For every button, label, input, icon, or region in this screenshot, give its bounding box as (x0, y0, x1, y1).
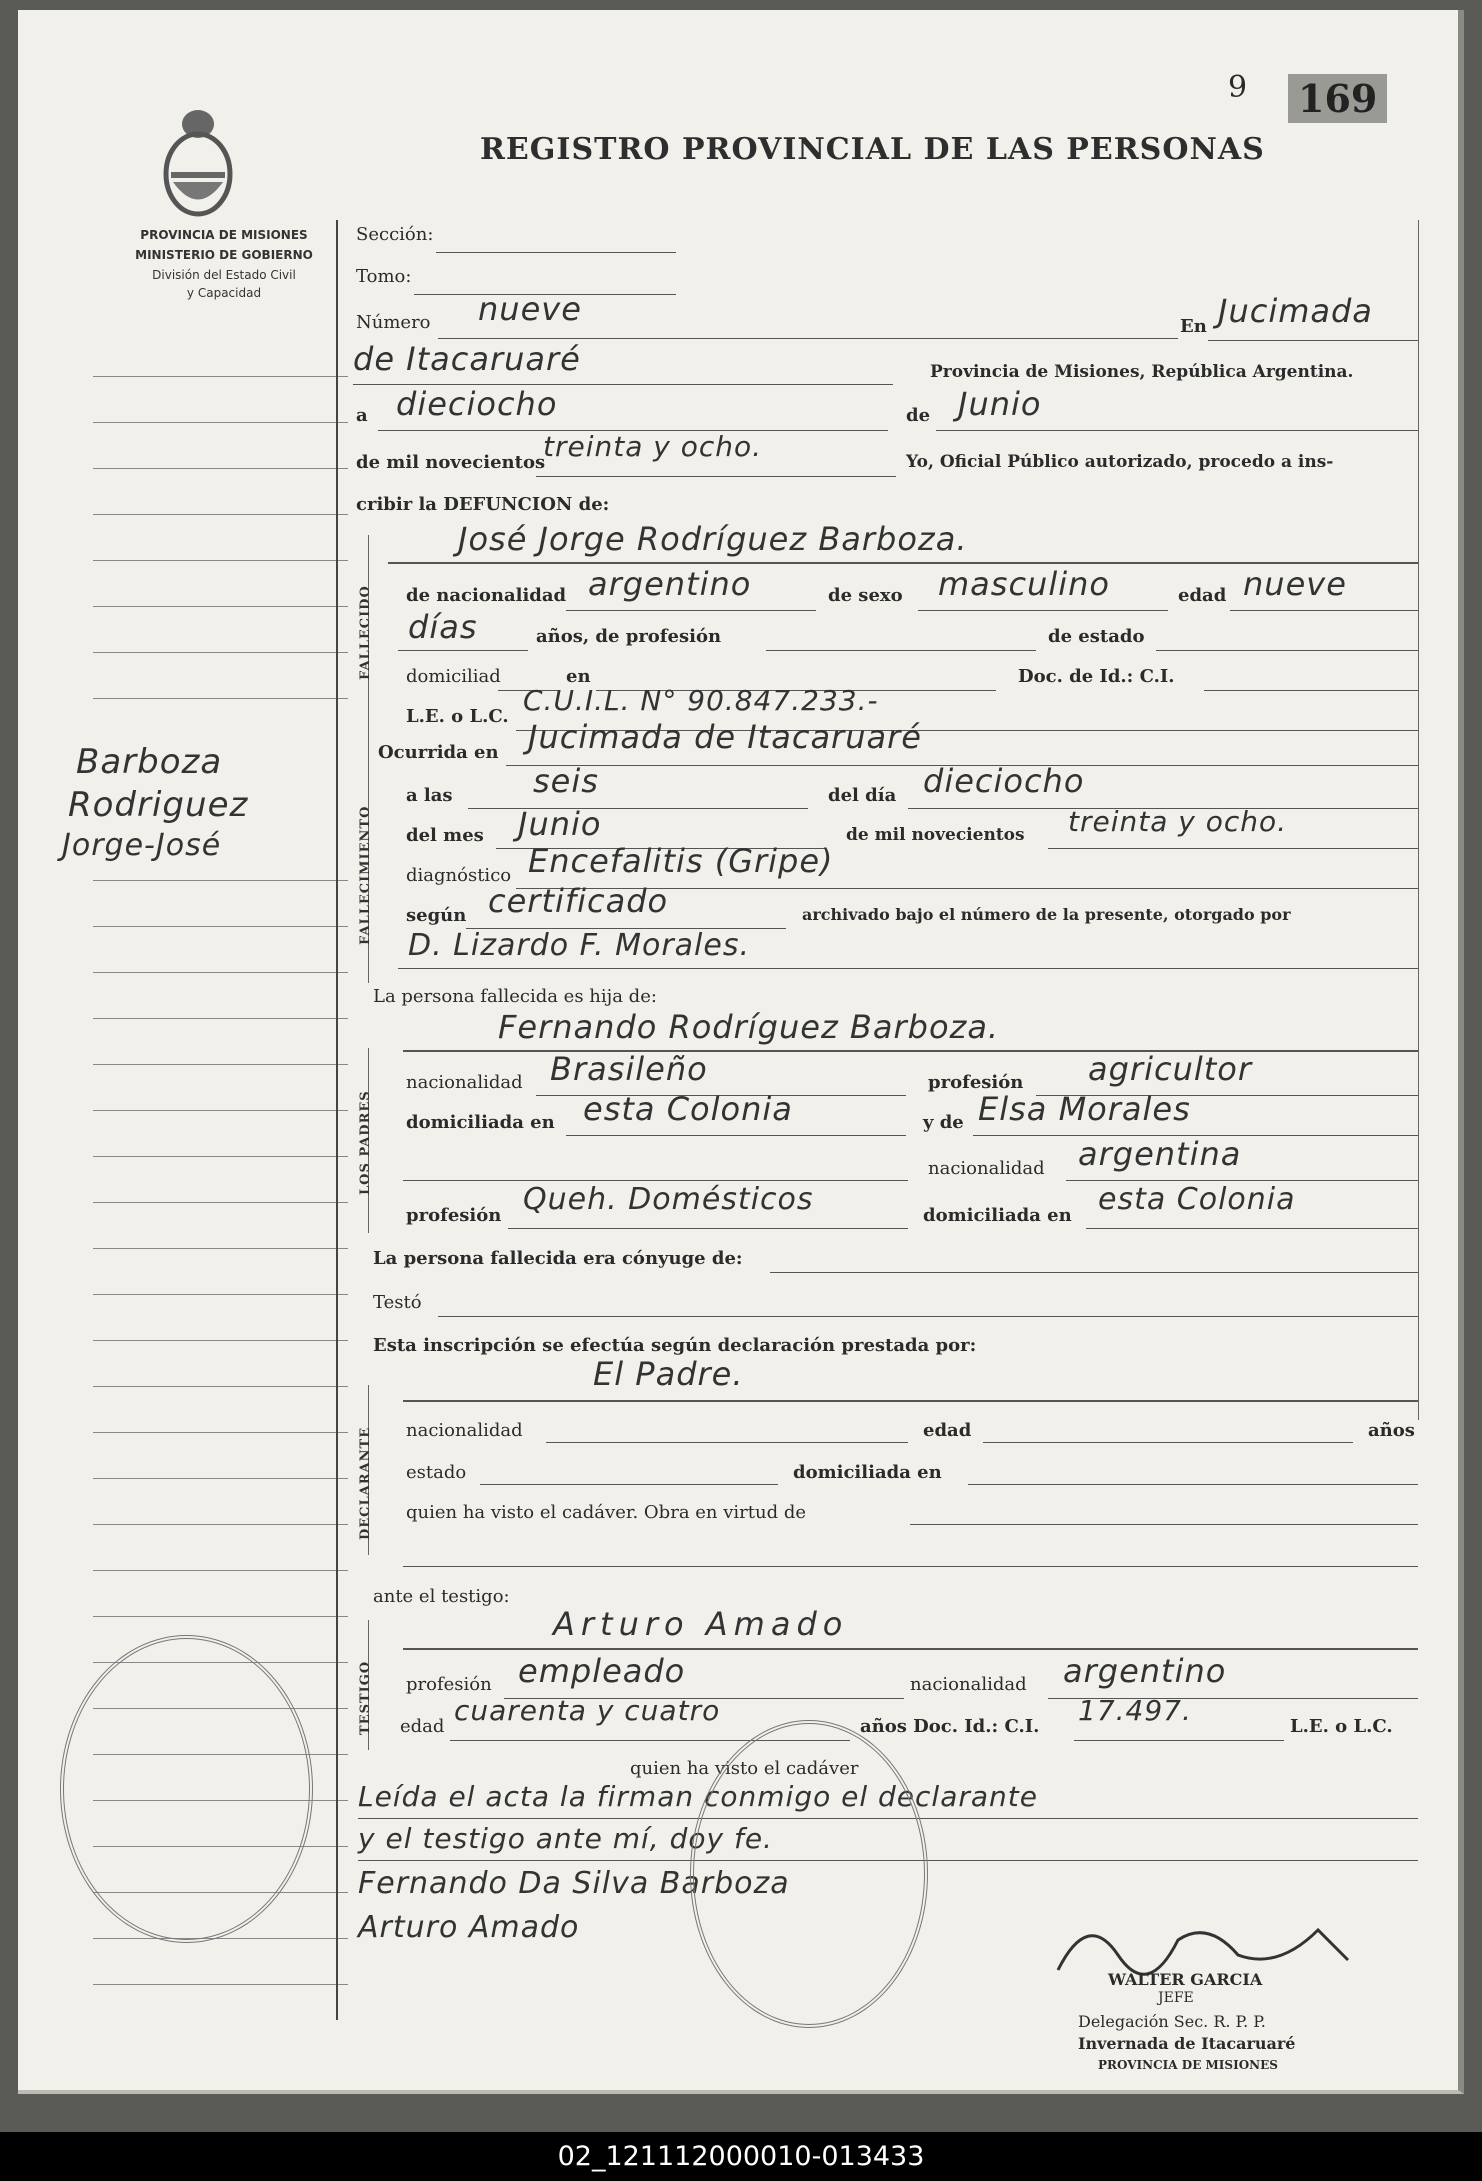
a-label: a (356, 405, 368, 426)
provincia-text: Provincia de Misiones, República Argentina. (930, 362, 1354, 382)
diagnostico-value: Encefalitis (Gripe) (528, 842, 834, 880)
sexo-value: masculino (938, 565, 1110, 603)
seccion-label: Sección: (356, 224, 434, 245)
oficial-text: Yo, Oficial Público autorizado, procedo a ins- (906, 452, 1334, 472)
padre-prof-label: profesión (928, 1072, 1024, 1093)
segun-label: según (406, 905, 467, 926)
anio-value: treinta y ocho. (543, 430, 763, 463)
hija-label: La persona fallecida es hija de: (373, 986, 657, 1007)
madre-prof-value: Queh. Domésticos (523, 1182, 814, 1217)
conyuge-label: La persona fallecida era cónyuge de: (373, 1248, 743, 1269)
padre-nac-value: Brasileño (550, 1050, 708, 1088)
madre-nac-label: nacionalidad (928, 1158, 1045, 1179)
dec-nac-label: nacionalidad (406, 1420, 523, 1441)
padre-dom-value: esta Colonia (583, 1090, 793, 1128)
cadaver-label: quien ha visto el cadáver. Obra en virtud de (406, 1502, 807, 1523)
fallecido-name: José Jorge Rodríguez Barboza. (458, 520, 968, 558)
declarante-value: El Padre. (593, 1355, 744, 1393)
label-fallecimiento: FALLECIMIENTO (358, 805, 373, 945)
doc-value: C.U.I.L. N° 90.847.233.- (523, 684, 879, 717)
dec-estado-label: estado (406, 1462, 467, 1483)
del-dia-label: del día (828, 785, 897, 806)
org-line-3: División del Estado Civil (152, 268, 296, 282)
del-dia-value: dieciocho (923, 762, 1085, 800)
madre-nac-value: argentina (1078, 1135, 1242, 1173)
sexo-label: de sexo (828, 585, 903, 606)
numero-value: nueve (478, 290, 582, 328)
signature-declarante: Fernando Da Silva Barboza (358, 1866, 790, 1901)
coat-of-arms-icon (153, 102, 243, 222)
test-nac-label: nacionalidad (910, 1674, 1027, 1695)
official-line-2: Invernada de Itacaruaré (1078, 2034, 1296, 2053)
de-label: de (906, 405, 931, 426)
edad-value-2: días (408, 608, 478, 646)
padre-nac-label: nacionalidad (406, 1072, 523, 1093)
doc-label: Doc. de Id.: C.I. (1018, 666, 1175, 687)
margin-note-line-3: Jorge-José (62, 828, 222, 863)
org-line-1: PROVINCIA DE MISIONES (140, 228, 308, 242)
estado-label: de estado (1048, 626, 1145, 647)
padre-value: Fernando Rodríguez Barboza. (498, 1008, 1000, 1046)
dia-value: dieciocho (396, 385, 558, 423)
mil2-value: treinta y ocho. (1068, 805, 1288, 838)
del-mes-label: del mes (406, 825, 484, 846)
file-id-bar: 02_121112000010-013433 (0, 2132, 1482, 2181)
dec-anios-label: años (1368, 1420, 1415, 1441)
segun-value: certificado (488, 882, 669, 920)
official-line-1: Delegación Sec. R. P. P. (1078, 2012, 1266, 2031)
left-frame-line (336, 220, 338, 2020)
mes-value: Junio (958, 385, 1042, 423)
closing-line-1: Leída el acta la firman conmigo el declarante (358, 1780, 1038, 1813)
testigo-value: Arturo Amado (553, 1605, 849, 1643)
label-testigo: TESTIGO (358, 1660, 373, 1735)
margin-note-line-2: Rodriguez (68, 785, 249, 825)
testigo-label: ante el testigo: (373, 1586, 510, 1607)
closing-line-2: y el testigo ante mí, doy fe. (358, 1822, 773, 1855)
label-declarante: DECLARANTE (358, 1426, 373, 1540)
diagnostico-label: diagnóstico (406, 865, 512, 886)
page-number-stamp: 169 (1288, 74, 1387, 123)
signature-testigo: Arturo Amado (358, 1910, 580, 1945)
y-de-label: y de (923, 1112, 964, 1133)
lugar-value-1: Jucimada (1218, 292, 1373, 330)
official-seal-center (690, 1720, 928, 2028)
right-frame-line (1418, 220, 1419, 1420)
test-prof-value: empleado (518, 1652, 686, 1690)
lugar-value-2: de Itacaruaré (353, 340, 581, 378)
edad-value: nueve (1243, 565, 1347, 603)
org-line-4: y Capacidad (186, 286, 262, 300)
domicilio-label: domiciliad (406, 666, 501, 687)
inscribir-text: cribir la DEFUNCION de: (356, 494, 610, 515)
madre-value: Elsa Morales (978, 1090, 1191, 1128)
dec-edad-label: edad (923, 1420, 972, 1441)
org-line-2: MINISTERIO DE GOBIERNO (135, 248, 313, 262)
padre-dom-label: domiciliada en (406, 1112, 555, 1133)
test-cadaver-label: quien ha visto el cadáver (630, 1758, 859, 1779)
margin-note-line-1: Barboza (76, 742, 223, 782)
del-mes-value: Junio (518, 805, 602, 843)
inscripcion-label: Esta inscripción se efectúa según declaración prestada por: (373, 1335, 977, 1356)
test-prof-label: profesión (406, 1674, 492, 1695)
madre-prof-label: profesión (406, 1205, 502, 1226)
test-doc-value: 17.497. (1078, 1694, 1192, 1727)
ocurrida-value: Jucimada de Itacaruaré (528, 718, 922, 756)
archivado-text: archivado bajo el número de la presente, otorgado por (802, 905, 1291, 924)
edad-label: edad (1178, 585, 1227, 606)
dec-dom-label: domiciliada en (793, 1462, 942, 1483)
tomo-label: Tomo: (356, 266, 412, 287)
official-name: WALTER GARCIA (1108, 1970, 1263, 1989)
le-label: L.E. o L.C. (406, 706, 509, 727)
ocurrida-label: Ocurrida en (378, 742, 499, 763)
test-nac-value: argentino (1063, 1652, 1227, 1690)
mil2-label: de mil novecientos (846, 825, 1025, 845)
en2-label: en (566, 666, 591, 687)
test-edad-label: edad (400, 1716, 445, 1737)
a-las-label: a las (406, 785, 453, 806)
nacionalidad-value: argentino (588, 565, 752, 603)
page-title: REGISTRO PROVINCIAL DE LAS PERSONAS (480, 132, 1265, 167)
medico-value: D. Lizardo F. Morales. (408, 928, 750, 963)
test-anios-label: años Doc. Id.: C.I. (860, 1716, 1040, 1737)
official-seal-left (60, 1635, 313, 1943)
official-line-3: PROVINCIA DE MISIONES (1098, 2058, 1278, 2072)
nacionalidad-label: de nacionalidad (406, 585, 567, 606)
certificate-page (18, 10, 1464, 2094)
testo-label: Testó (373, 1292, 422, 1313)
label-padres: LOS PADRES (358, 1090, 373, 1195)
a-las-value: seis (533, 762, 599, 800)
padre-prof-value: agricultor (1088, 1050, 1253, 1088)
anios-prof-label: años, de profesión (536, 626, 722, 647)
label-fallecido: FALLECIDO (358, 585, 373, 680)
page-small-number: 9 (1228, 70, 1248, 105)
madre-dom-value: esta Colonia (1098, 1182, 1296, 1217)
mil-label: de mil novecientos (356, 452, 546, 473)
official-role: JEFE (1158, 1990, 1194, 2006)
test-edad-value: cuarenta y cuatro (454, 1694, 721, 1727)
en-label: En (1180, 316, 1207, 337)
madre-dom-label: domiciliada en (923, 1205, 1072, 1226)
numero-label: Número (356, 312, 431, 333)
test-le-label: L.E. o L.C. (1290, 1716, 1393, 1737)
